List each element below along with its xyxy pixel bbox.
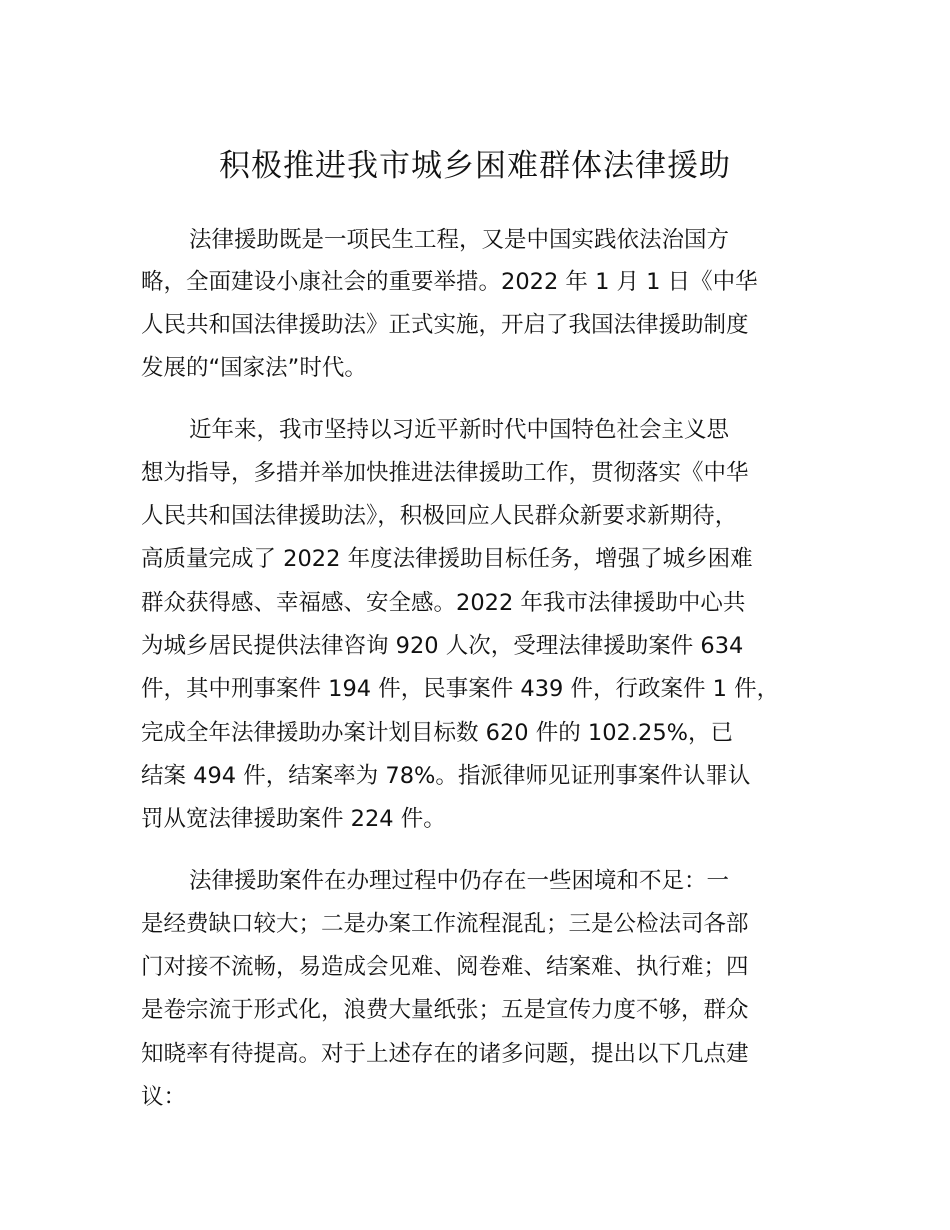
paragraph-1-line-1: 法律援助既是一项民生工程，又是中国实践依法治国方: [189, 227, 730, 253]
paragraph-2-line-10: 罚从宽法律援助案件 224 件。: [141, 806, 446, 832]
paragraph-3-line-4: 是卷宗流于形式化，浪费大量纸张；五是宣传力度不够，群众: [141, 997, 749, 1023]
paragraph-1-line-2: 略，全面建设小康社会的重要举措。2022 年 1 月 1 日《中华: [141, 269, 758, 295]
paragraph-1-line-3: 人民共和国法律援助法》正式实施，开启了我国法律援助制度: [141, 312, 749, 338]
paragraph-3-line-1: 法律援助案件在办理过程中仍存在一些困境和不足：一: [189, 868, 730, 894]
paragraph-2-line-9: 结案 494 件，结案率为 78%。指派律师见证刑事案件认罪认: [141, 763, 751, 789]
paragraph-2-line-5: 群众获得感、幸福感、安全感。2022 年我市法律援助中心共: [141, 590, 746, 616]
document-title: 积极推进我市城乡困难群体法律援助: [219, 148, 731, 184]
paragraph-2-line-7: 件，其中刑事案件 194 件，民事案件 439 件，行政案件 1 件，: [141, 676, 780, 702]
paragraph-2-line-6: 为城乡居民提供法律咨询 920 人次，受理法律援助案件 634: [141, 633, 744, 659]
paragraph-2-line-1: 近年来，我市坚持以习近平新时代中国特色社会主义思: [189, 417, 730, 443]
paragraph-2-line-2: 想为指导，多措并举加快推进法律援助工作，贯彻落实《中华: [141, 460, 749, 486]
paragraph-2-line-8: 完成全年法律援助办案计划目标数 620 件的 102.25%，已: [141, 720, 734, 746]
paragraph-1-line-4: 发展的“国家法”时代。: [141, 355, 367, 381]
paragraph-3-line-2: 是经费缺口较大；二是办案工作流程混乱；三是公检法司各部: [141, 911, 749, 937]
paragraph-3-line-5: 知晓率有待提高。对于上述存在的诸多问题，提出以下几点建: [141, 1041, 749, 1067]
paragraph-3-line-3: 门对接不流畅，易造成会见难、阅卷难、结案难、执行难；四: [141, 954, 749, 980]
paragraph-2-line-4: 高质量完成了 2022 年度法律援助目标任务，增强了城乡困难: [141, 546, 753, 572]
paragraph-3-line-6: 议：: [141, 1084, 187, 1110]
paragraph-2-line-3: 人民共和国法律援助法》，积极回应人民群众新要求新期待，: [141, 503, 738, 529]
